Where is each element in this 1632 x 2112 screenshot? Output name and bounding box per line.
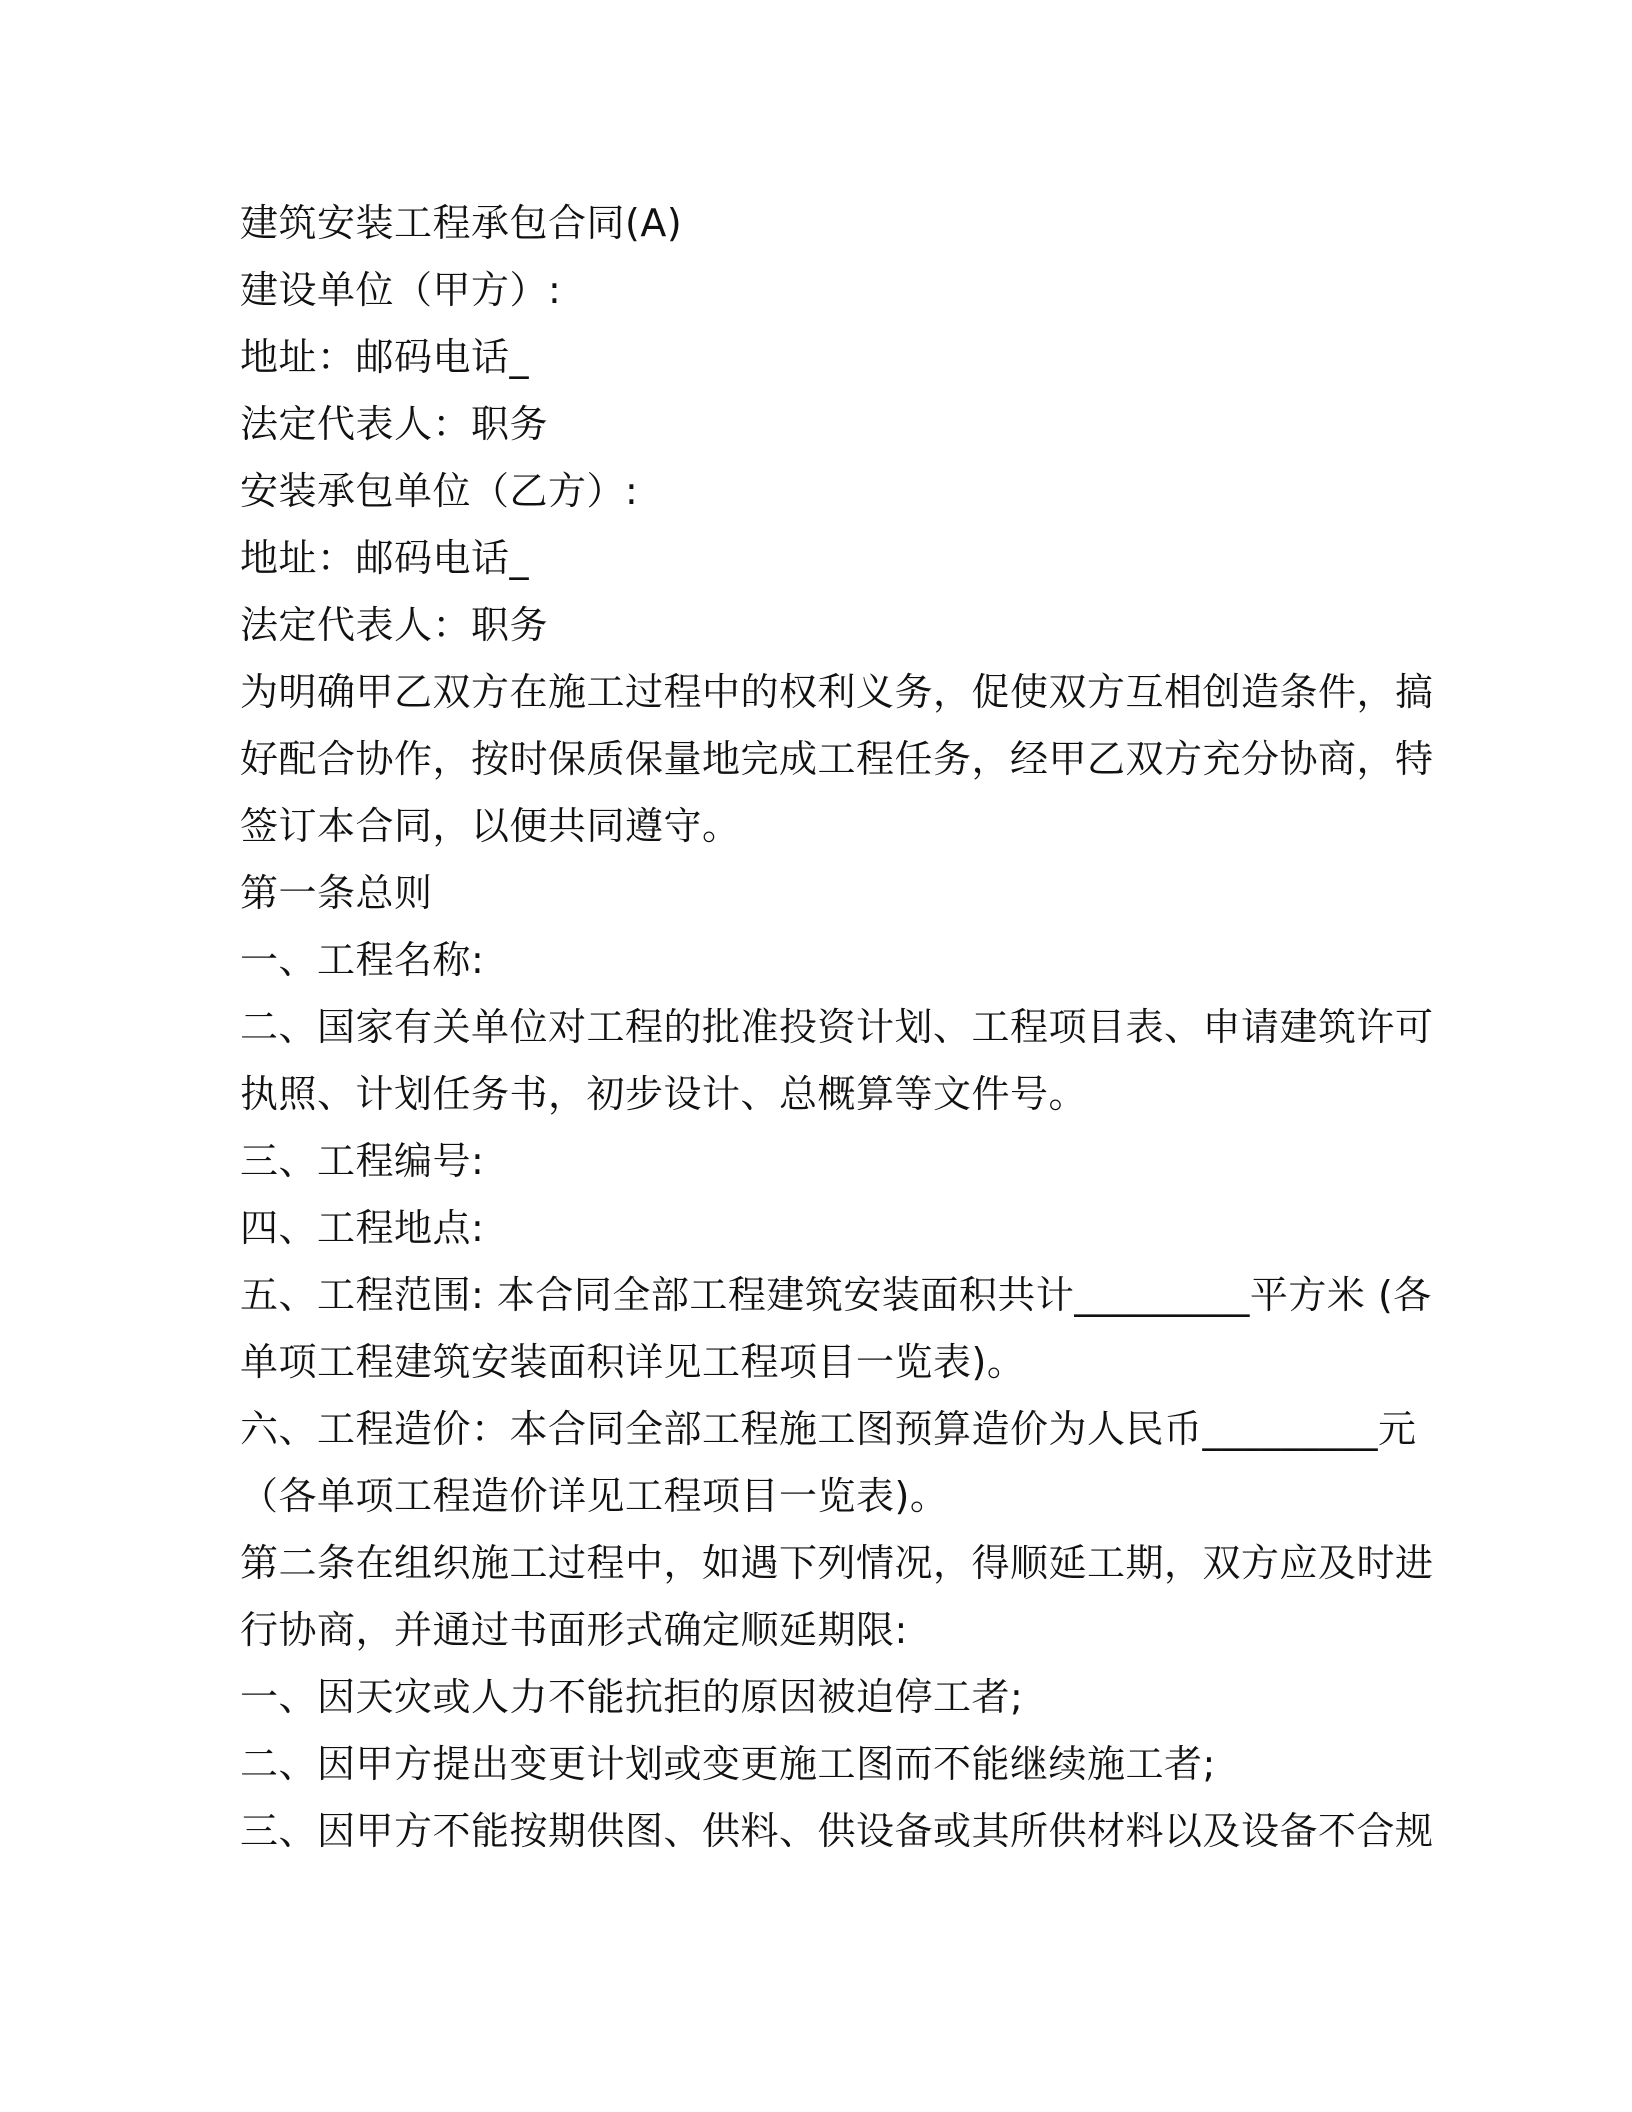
article-1-item-6: 六、工程造价：本合同全部工程施工图预算造价为人民币_________元 xyxy=(240,1407,1417,1451)
article-1-item-6-cont: （各单项工程造价详见工程项目一览表)。 xyxy=(240,1474,949,1518)
article-1-item-5: 五、工程范围: 本合同全部工程建筑安装面积共计_________平方米 (各 xyxy=(240,1273,1432,1317)
article-1-item-4: 四、工程地点: xyxy=(240,1206,485,1250)
article-2-item-2: 二、因甲方提出变更计划或变更施工图而不能继续施工者; xyxy=(240,1742,1216,1786)
party-b-representative: 法定代表人：职务 xyxy=(240,603,549,647)
party-a-address: 地址：邮码电话_ xyxy=(240,335,530,379)
article-1-item-2-cont: 执照、计划任务书，初步设计、总概算等文件号。 xyxy=(240,1072,1088,1116)
article-2-heading-cont: 行协商，并通过书面形式确定顺延期限: xyxy=(240,1608,908,1652)
article-1-item-1: 一、工程名称: xyxy=(240,938,485,982)
document-title: 建筑安装工程承包合同(A) xyxy=(240,201,683,245)
preamble-line: 签订本合同，以便共同遵守。 xyxy=(240,804,741,848)
preamble-line: 为明确甲乙双方在施工过程中的权利义务，促使双方互相创造条件，搞 xyxy=(240,670,1434,714)
party-a-representative: 法定代表人：职务 xyxy=(240,402,549,446)
article-2-item-3: 三、因甲方不能按期供图、供料、供设备或其所供材料以及设备不合规 xyxy=(240,1809,1434,1853)
article-1-heading: 第一条总则 xyxy=(240,871,433,915)
party-b-address: 地址：邮码电话_ xyxy=(240,536,530,580)
party-a-heading: 建设单位（甲方）: xyxy=(240,268,562,312)
article-2-item-1: 一、因天灾或人力不能抗拒的原因被迫停工者; xyxy=(240,1675,1024,1719)
article-2-heading: 第二条在组织施工过程中，如遇下列情况，得顺延工期，双方应及时进 xyxy=(240,1541,1434,1585)
article-1-item-2: 二、国家有关单位对工程的批准投资计划、工程项目表、申请建筑许可 xyxy=(240,1005,1434,1049)
document-body xyxy=(240,190,1434,1865)
article-1-item-3: 三、工程编号: xyxy=(240,1139,485,1183)
party-b-heading: 安装承包单位（乙方）: xyxy=(240,469,639,513)
preamble-line: 好配合协作，按时保质保量地完成工程任务，经甲乙双方充分协商，特 xyxy=(240,737,1434,781)
article-1-item-5-cont: 单项工程建筑安装面积详见工程项目一览表)。 xyxy=(240,1340,1026,1384)
